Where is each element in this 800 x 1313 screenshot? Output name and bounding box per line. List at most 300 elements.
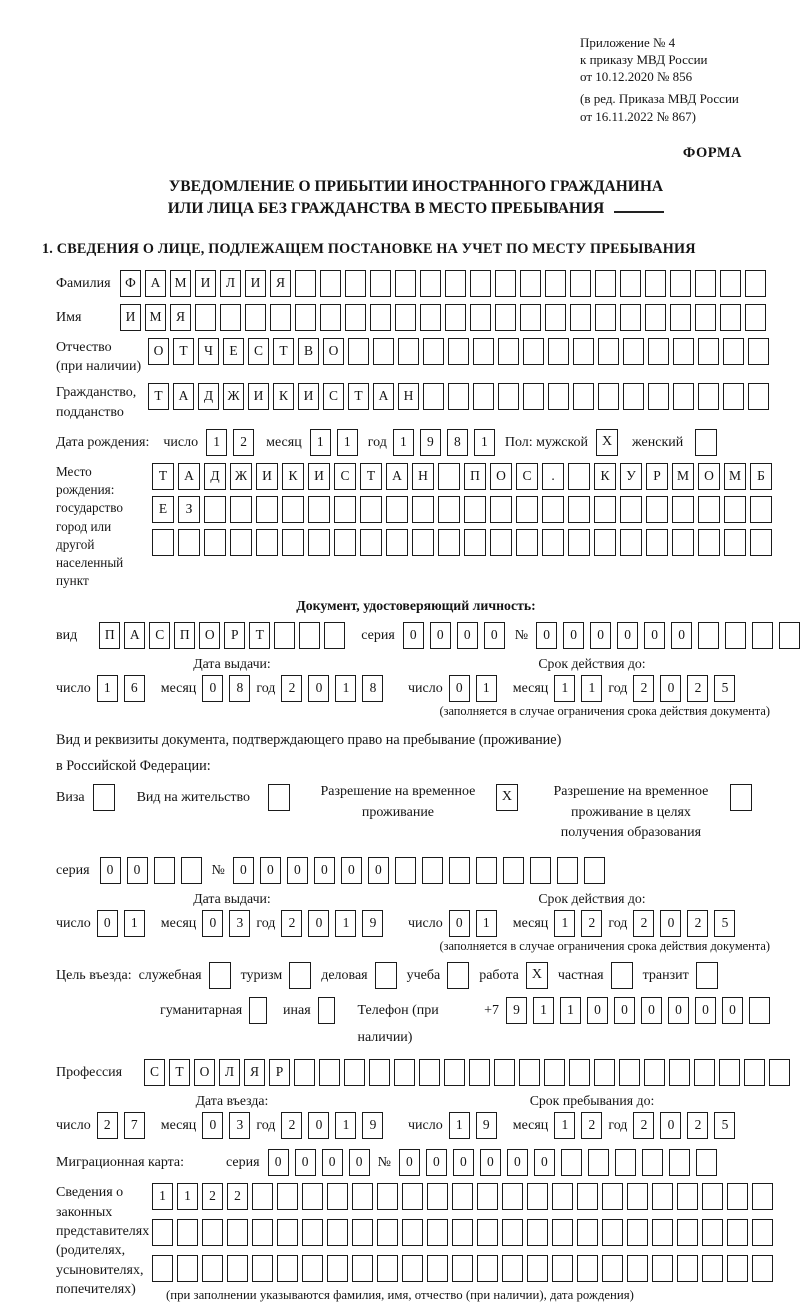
grid-cell[interactable] — [670, 304, 691, 331]
grid-cell[interactable]: 0 — [641, 997, 662, 1024]
grid-cell[interactable] — [178, 529, 200, 556]
grid-cell[interactable]: Д — [204, 463, 226, 490]
grid-cell[interactable] — [516, 496, 538, 523]
grid-cell[interactable] — [744, 1059, 765, 1086]
grid-cell[interactable] — [594, 1059, 615, 1086]
checkbox-business[interactable] — [375, 962, 397, 989]
grid-cell[interactable]: О — [698, 463, 720, 490]
grid-cell[interactable]: М — [724, 463, 746, 490]
grid-cell[interactable]: Ф — [120, 270, 141, 297]
residence-valid-month-grid[interactable] — [554, 910, 608, 937]
stay-month-grid[interactable] — [554, 1112, 608, 1139]
grid-cell[interactable] — [320, 304, 341, 331]
grid-cell[interactable] — [177, 1219, 198, 1246]
grid-cell[interactable] — [748, 338, 769, 365]
grid-cell[interactable]: В — [298, 338, 319, 365]
grid-cell[interactable]: Л — [219, 1059, 240, 1086]
residence-valid-year-grid[interactable] — [633, 910, 741, 937]
grid-cell[interactable] — [302, 1255, 323, 1282]
grid-cell[interactable]: 0 — [534, 1149, 555, 1176]
grid-cell[interactable]: П — [464, 463, 486, 490]
grid-cell[interactable] — [402, 1255, 423, 1282]
grid-cell[interactable]: 3 — [229, 1112, 250, 1139]
grid-cell[interactable] — [324, 622, 345, 649]
grid-cell[interactable]: 0 — [484, 622, 505, 649]
grid-cell[interactable]: О — [490, 463, 512, 490]
grid-cell[interactable]: 0 — [308, 910, 329, 937]
grid-cell[interactable] — [727, 1219, 748, 1246]
grid-cell[interactable]: 0 — [668, 997, 689, 1024]
grid-cell[interactable] — [370, 304, 391, 331]
grid-cell[interactable] — [227, 1255, 248, 1282]
grid-cell[interactable]: 0 — [722, 997, 743, 1024]
grid-cell[interactable]: А — [386, 463, 408, 490]
grid-cell[interactable]: Р — [224, 622, 245, 649]
grid-cell[interactable]: 1 — [335, 1112, 356, 1139]
grid-cell[interactable]: С — [323, 383, 344, 410]
grid-cell[interactable]: 9 — [420, 429, 441, 456]
grid-cell[interactable]: М — [170, 270, 191, 297]
grid-cell[interactable]: А — [373, 383, 394, 410]
grid-cell[interactable]: 0 — [202, 1112, 223, 1139]
grid-cell[interactable] — [252, 1219, 273, 1246]
grid-cell[interactable]: 2 — [633, 1112, 654, 1139]
grid-cell[interactable]: 0 — [590, 622, 611, 649]
grid-cell[interactable]: Е — [223, 338, 244, 365]
grid-cell[interactable]: Б — [750, 463, 772, 490]
stay-year-grid[interactable] — [633, 1112, 741, 1139]
residence-issue-day-grid[interactable] — [97, 910, 151, 937]
grid-cell[interactable] — [423, 338, 444, 365]
grid-cell[interactable] — [344, 1059, 365, 1086]
grid-cell[interactable] — [195, 304, 216, 331]
grid-cell[interactable] — [295, 270, 316, 297]
grid-cell[interactable] — [494, 1059, 515, 1086]
grid-cell[interactable]: Е — [152, 496, 174, 523]
grid-cell[interactable]: 1 — [206, 429, 227, 456]
grid-cell[interactable]: И — [248, 383, 269, 410]
grid-cell[interactable] — [648, 383, 669, 410]
grid-cell[interactable]: 0 — [507, 1149, 528, 1176]
grid-cell[interactable] — [752, 1183, 773, 1210]
grid-cell[interactable] — [386, 529, 408, 556]
grid-cell[interactable] — [352, 1255, 373, 1282]
grid-cell[interactable]: Л — [220, 270, 241, 297]
checkbox-male[interactable]: X — [596, 429, 618, 456]
grid-cell[interactable] — [181, 857, 202, 884]
grid-cell[interactable] — [464, 496, 486, 523]
grid-cell[interactable] — [623, 383, 644, 410]
grid-cell[interactable]: 1 — [581, 675, 602, 702]
grid-cell[interactable] — [520, 304, 541, 331]
grid-cell[interactable] — [584, 857, 605, 884]
grid-cell[interactable] — [470, 270, 491, 297]
grid-cell[interactable] — [724, 496, 746, 523]
grid-cell[interactable] — [152, 1255, 173, 1282]
grid-cell[interactable] — [373, 338, 394, 365]
grid-cell[interactable] — [646, 529, 668, 556]
grid-cell[interactable] — [527, 1183, 548, 1210]
grid-cell[interactable]: 0 — [202, 675, 223, 702]
grid-cell[interactable] — [620, 529, 642, 556]
grid-cell[interactable] — [444, 1059, 465, 1086]
grid-cell[interactable]: 0 — [695, 997, 716, 1024]
grid-cell[interactable]: 1 — [476, 675, 497, 702]
residence-number-grid[interactable] — [233, 857, 611, 884]
grid-cell[interactable] — [595, 270, 616, 297]
grid-cell[interactable]: 1 — [393, 429, 414, 456]
grid-cell[interactable]: 0 — [536, 622, 557, 649]
grid-cell[interactable] — [256, 496, 278, 523]
grid-cell[interactable] — [370, 270, 391, 297]
grid-cell[interactable] — [352, 1183, 373, 1210]
grid-cell[interactable] — [669, 1059, 690, 1086]
grid-cell[interactable] — [327, 1255, 348, 1282]
grid-cell[interactable] — [648, 338, 669, 365]
grid-cell[interactable]: Н — [412, 463, 434, 490]
grid-cell[interactable] — [360, 496, 382, 523]
grid-cell[interactable] — [377, 1183, 398, 1210]
checkbox-residence-permit[interactable] — [268, 784, 290, 811]
checkbox-other[interactable] — [318, 997, 336, 1024]
grid-cell[interactable] — [545, 270, 566, 297]
grid-cell[interactable] — [473, 383, 494, 410]
grid-cell[interactable]: Т — [148, 383, 169, 410]
grid-cell[interactable]: 0 — [449, 910, 470, 937]
grid-cell[interactable] — [627, 1183, 648, 1210]
grid-cell[interactable]: Т — [273, 338, 294, 365]
grid-cell[interactable] — [620, 304, 641, 331]
grid-cell[interactable]: П — [174, 622, 195, 649]
birth-month-grid[interactable] — [310, 429, 364, 456]
grid-cell[interactable] — [527, 1219, 548, 1246]
grid-cell[interactable] — [256, 529, 278, 556]
grid-cell[interactable]: И — [256, 463, 278, 490]
grid-cell[interactable] — [419, 1059, 440, 1086]
grid-cell[interactable] — [420, 304, 441, 331]
grid-cell[interactable]: 0 — [308, 675, 329, 702]
grid-cell[interactable]: Ч — [198, 338, 219, 365]
checkbox-temp-residence[interactable]: X — [496, 784, 518, 811]
grid-cell[interactable] — [452, 1183, 473, 1210]
grid-cell[interactable] — [602, 1219, 623, 1246]
grid-cell[interactable] — [573, 338, 594, 365]
stay-day-grid[interactable] — [449, 1112, 503, 1139]
grid-cell[interactable] — [602, 1183, 623, 1210]
grid-cell[interactable]: О — [148, 338, 169, 365]
grid-cell[interactable] — [308, 529, 330, 556]
grid-cell[interactable]: 0 — [399, 1149, 420, 1176]
grid-cell[interactable] — [452, 1255, 473, 1282]
representatives-grid-2[interactable] — [152, 1219, 777, 1246]
profession-grid[interactable] — [144, 1059, 794, 1086]
representatives-grid-1[interactable] — [152, 1183, 777, 1210]
checkbox-transit[interactable] — [696, 962, 718, 989]
grid-cell[interactable]: С — [248, 338, 269, 365]
grid-cell[interactable] — [752, 1219, 773, 1246]
grid-cell[interactable] — [398, 338, 419, 365]
grid-cell[interactable]: 0 — [617, 622, 638, 649]
grid-cell[interactable] — [573, 383, 594, 410]
grid-cell[interactable] — [327, 1183, 348, 1210]
grid-cell[interactable] — [652, 1219, 673, 1246]
grid-cell[interactable]: 2 — [581, 1112, 602, 1139]
grid-cell[interactable] — [412, 496, 434, 523]
grid-cell[interactable]: 3 — [229, 910, 250, 937]
doc-kind-grid[interactable] — [99, 622, 349, 649]
birth-day-grid[interactable] — [206, 429, 260, 456]
checkbox-tourism[interactable] — [289, 962, 311, 989]
grid-cell[interactable] — [672, 529, 694, 556]
grid-cell[interactable] — [395, 304, 416, 331]
grid-cell[interactable] — [627, 1219, 648, 1246]
birth-place-grid-2[interactable] — [152, 496, 776, 523]
grid-cell[interactable]: 1 — [554, 675, 575, 702]
grid-cell[interactable] — [725, 622, 746, 649]
grid-cell[interactable]: Т — [169, 1059, 190, 1086]
issue-month-grid[interactable] — [202, 675, 256, 702]
grid-cell[interactable] — [568, 496, 590, 523]
grid-cell[interactable] — [570, 304, 591, 331]
grid-cell[interactable] — [502, 1183, 523, 1210]
grid-cell[interactable] — [652, 1183, 673, 1210]
birth-place-grid-3[interactable] — [152, 529, 776, 556]
grid-cell[interactable] — [369, 1059, 390, 1086]
grid-cell[interactable] — [698, 496, 720, 523]
grid-cell[interactable] — [277, 1255, 298, 1282]
grid-cell[interactable] — [698, 338, 719, 365]
grid-cell[interactable]: 0 — [660, 910, 681, 937]
grid-cell[interactable] — [438, 529, 460, 556]
grid-cell[interactable] — [720, 304, 741, 331]
grid-cell[interactable]: 8 — [447, 429, 468, 456]
grid-cell[interactable] — [720, 270, 741, 297]
grid-cell[interactable]: 5 — [714, 675, 735, 702]
phone-grid[interactable] — [506, 997, 776, 1024]
grid-cell[interactable]: Т — [152, 463, 174, 490]
grid-cell[interactable]: 0 — [453, 1149, 474, 1176]
grid-cell[interactable]: Т — [173, 338, 194, 365]
residence-issue-year-grid[interactable] — [281, 910, 389, 937]
grid-cell[interactable] — [438, 463, 460, 490]
grid-cell[interactable]: Д — [198, 383, 219, 410]
grid-cell[interactable] — [402, 1219, 423, 1246]
grid-cell[interactable] — [348, 338, 369, 365]
grid-cell[interactable]: А — [124, 622, 145, 649]
grid-cell[interactable] — [619, 1059, 640, 1086]
grid-cell[interactable] — [294, 1059, 315, 1086]
grid-cell[interactable] — [402, 1183, 423, 1210]
grid-cell[interactable]: 2 — [227, 1183, 248, 1210]
grid-cell[interactable]: К — [594, 463, 616, 490]
grid-cell[interactable]: 0 — [457, 622, 478, 649]
grid-cell[interactable]: 1 — [310, 429, 331, 456]
grid-cell[interactable] — [750, 529, 772, 556]
grid-cell[interactable]: 1 — [152, 1183, 173, 1210]
grid-cell[interactable] — [702, 1255, 723, 1282]
grid-cell[interactable] — [470, 304, 491, 331]
grid-cell[interactable]: М — [672, 463, 694, 490]
issue-year-grid[interactable] — [281, 675, 389, 702]
grid-cell[interactable]: 0 — [341, 857, 362, 884]
grid-cell[interactable] — [230, 529, 252, 556]
entry-day-grid[interactable] — [97, 1112, 151, 1139]
grid-cell[interactable] — [552, 1255, 573, 1282]
birth-place-grid-1[interactable] — [152, 463, 776, 490]
residence-issue-month-grid[interactable] — [202, 910, 256, 937]
grid-cell[interactable] — [598, 383, 619, 410]
grid-cell[interactable] — [520, 270, 541, 297]
issue-day-grid[interactable] — [97, 675, 151, 702]
grid-cell[interactable]: 0 — [430, 622, 451, 649]
grid-cell[interactable] — [154, 857, 175, 884]
grid-cell[interactable]: 2 — [233, 429, 254, 456]
grid-cell[interactable] — [646, 496, 668, 523]
grid-cell[interactable]: 0 — [308, 1112, 329, 1139]
grid-cell[interactable]: И — [195, 270, 216, 297]
grid-cell[interactable] — [623, 338, 644, 365]
grid-cell[interactable] — [627, 1255, 648, 1282]
grid-cell[interactable] — [502, 1255, 523, 1282]
grid-cell[interactable]: 0 — [671, 622, 692, 649]
grid-cell[interactable]: 0 — [349, 1149, 370, 1176]
grid-cell[interactable] — [319, 1059, 340, 1086]
grid-cell[interactable]: 0 — [426, 1149, 447, 1176]
grid-cell[interactable] — [477, 1183, 498, 1210]
checkbox-official[interactable] — [209, 962, 231, 989]
grid-cell[interactable] — [495, 304, 516, 331]
grid-cell[interactable]: 2 — [687, 1112, 708, 1139]
grid-cell[interactable]: 0 — [660, 1112, 681, 1139]
grid-cell[interactable]: 6 — [124, 675, 145, 702]
grid-cell[interactable] — [345, 304, 366, 331]
grid-cell[interactable] — [645, 270, 666, 297]
grid-cell[interactable]: 0 — [660, 675, 681, 702]
grid-cell[interactable] — [252, 1255, 273, 1282]
grid-cell[interactable] — [423, 383, 444, 410]
grid-cell[interactable] — [503, 857, 524, 884]
grid-cell[interactable] — [644, 1059, 665, 1086]
grid-cell[interactable] — [277, 1219, 298, 1246]
grid-cell[interactable] — [320, 270, 341, 297]
grid-cell[interactable]: А — [178, 463, 200, 490]
grid-cell[interactable] — [748, 383, 769, 410]
grid-cell[interactable] — [749, 997, 770, 1024]
grid-cell[interactable] — [245, 304, 266, 331]
grid-cell[interactable] — [445, 270, 466, 297]
grid-cell[interactable]: 9 — [506, 997, 527, 1024]
grid-cell[interactable] — [724, 529, 746, 556]
grid-cell[interactable]: К — [282, 463, 304, 490]
grid-cell[interactable]: 0 — [202, 910, 223, 937]
grid-cell[interactable] — [352, 1219, 373, 1246]
grid-cell[interactable]: 0 — [295, 1149, 316, 1176]
grid-cell[interactable]: 2 — [581, 910, 602, 937]
entry-month-grid[interactable] — [202, 1112, 256, 1139]
grid-cell[interactable]: 0 — [287, 857, 308, 884]
grid-cell[interactable]: 0 — [314, 857, 335, 884]
grid-cell[interactable]: 2 — [281, 675, 302, 702]
grid-cell[interactable]: 0 — [644, 622, 665, 649]
grid-cell[interactable]: А — [173, 383, 194, 410]
grid-cell[interactable]: 0 — [322, 1149, 343, 1176]
grid-cell[interactable]: С — [149, 622, 170, 649]
grid-cell[interactable] — [299, 622, 320, 649]
grid-cell[interactable] — [490, 496, 512, 523]
grid-cell[interactable] — [557, 857, 578, 884]
grid-cell[interactable]: И — [298, 383, 319, 410]
grid-cell[interactable] — [519, 1059, 540, 1086]
residence-series-grid[interactable] — [100, 857, 208, 884]
grid-cell[interactable] — [360, 529, 382, 556]
grid-cell[interactable] — [745, 270, 766, 297]
grid-cell[interactable] — [594, 529, 616, 556]
grid-cell[interactable]: 0 — [403, 622, 424, 649]
grid-cell[interactable] — [377, 1255, 398, 1282]
grid-cell[interactable]: 1 — [449, 1112, 470, 1139]
grid-cell[interactable]: М — [145, 304, 166, 331]
grid-cell[interactable] — [220, 304, 241, 331]
grid-cell[interactable]: О — [323, 338, 344, 365]
grid-cell[interactable] — [427, 1183, 448, 1210]
checkbox-private[interactable] — [611, 962, 633, 989]
grid-cell[interactable] — [395, 857, 416, 884]
valid-month-grid[interactable] — [554, 675, 608, 702]
grid-cell[interactable] — [673, 383, 694, 410]
grid-cell[interactable]: О — [199, 622, 220, 649]
grid-cell[interactable] — [552, 1219, 573, 1246]
grid-cell[interactable] — [277, 1183, 298, 1210]
grid-cell[interactable]: А — [145, 270, 166, 297]
grid-cell[interactable]: Р — [646, 463, 668, 490]
grid-cell[interactable] — [327, 1219, 348, 1246]
grid-cell[interactable] — [345, 270, 366, 297]
grid-cell[interactable] — [694, 1059, 715, 1086]
grid-cell[interactable] — [477, 1255, 498, 1282]
doc-number-grid[interactable] — [536, 622, 800, 649]
grid-cell[interactable] — [204, 529, 226, 556]
grid-cell[interactable] — [552, 1183, 573, 1210]
grid-cell[interactable] — [577, 1219, 598, 1246]
grid-cell[interactable] — [750, 496, 772, 523]
grid-cell[interactable]: К — [273, 383, 294, 410]
grid-cell[interactable]: . — [542, 463, 564, 490]
grid-cell[interactable]: 9 — [362, 910, 383, 937]
grid-cell[interactable] — [568, 529, 590, 556]
grid-cell[interactable] — [395, 270, 416, 297]
grid-cell[interactable] — [204, 496, 226, 523]
grid-cell[interactable] — [252, 1183, 273, 1210]
grid-cell[interactable] — [620, 270, 641, 297]
grid-cell[interactable]: П — [99, 622, 120, 649]
grid-cell[interactable] — [152, 1219, 173, 1246]
checkbox-work[interactable]: X — [526, 962, 548, 989]
grid-cell[interactable] — [438, 496, 460, 523]
grid-cell[interactable] — [177, 1255, 198, 1282]
birth-year-grid[interactable] — [393, 429, 501, 456]
grid-cell[interactable]: 1 — [177, 1183, 198, 1210]
grid-cell[interactable] — [473, 338, 494, 365]
entry-year-grid[interactable] — [281, 1112, 389, 1139]
grid-cell[interactable] — [334, 529, 356, 556]
grid-cell[interactable] — [595, 304, 616, 331]
grid-cell[interactable]: С — [516, 463, 538, 490]
grid-cell[interactable]: 9 — [476, 1112, 497, 1139]
grid-cell[interactable] — [569, 1059, 590, 1086]
grid-cell[interactable]: И — [308, 463, 330, 490]
grid-cell[interactable]: 0 — [260, 857, 281, 884]
grid-cell[interactable]: 2 — [633, 910, 654, 937]
